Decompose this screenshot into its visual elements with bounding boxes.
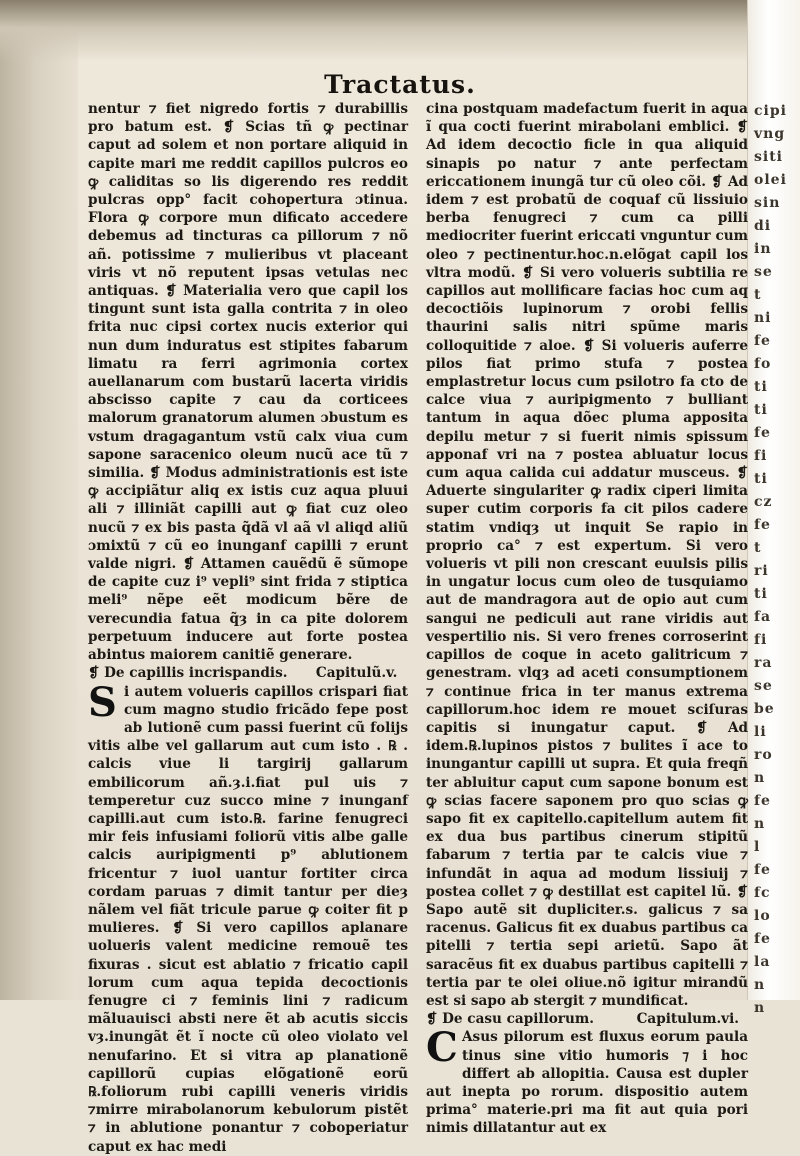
left-paragraph-2-text: i autem volueris capillos crispari fiat cum magno studio fricãdo fepe post ab lutionẽ cum passi fuerint cũ folijs vitis albe vel gallarum aut cum isto . ℞ . calcis viue li targirij gallarum embilicorum añ.ȝ.i.fiat pul uis ⁊ temperetur cuz succo mine ⁊ inunganf capilli.aut cum isto.℞. farine fenugreci mir feis infusiami foliorũ vitis albe galle calcis auripigmenti p⁹ ablutionem fricentur ⁊ iuol uantur fortiter circa cordam paruas ⁊ dimit tantur per dieȝ nãlem vel fiãt tricule parue ꝙ coiter fit p mulieres. ❡ Si vero capillos aplanare uolueris valent medicine remouẽ tes fixuras . sicut est ablatio ⁊ fricatio capil lorum cum aqua tepida decoctionis fenugre ci ⁊ feminis lini ⁊ radicum mãluauisci absti nere ẽt ab acutis siccis vȝ.inungãt ẽt ĩ nocte cũ oleo violato vel nenufarino. Et si vitra ap planationẽ capillorũ cupias elõgationẽ eorũ ℞.foliorum rubi capilli veneris viridis ⁊mirre mirabolanorum kebulorum pistẽt ⁊ in ablutione ponantur ⁊ coboperiatur caput ex hac medi xyxy=(88,683,408,1155)
chapter-title: ❡ De capillis incrispandis. xyxy=(88,665,288,682)
running-title: Tractatus. xyxy=(324,70,476,99)
right-paragraph-1: cina postquam madefactum fuerit in aqua ĩ qua cocti fuerint mirabolani emblici. ❡ Ad idem decoctio ficle in qua aliquid sinapis po natur ⁊ ante perfectam ericcationem inungã tur cũ oleo cõi. ❡ Ad idem ⁊ est probatũ de coquaf cũ lissiuio berba fenugreci ⁊ cum ca pilli mediocriter fuerint ericcati vnguntur cum oleo ⁊ pectinentur.hoc.n.elõgat capil los vltra modũ. ❡ Si vero volueris subtilia re capillos aut mollificare facias hoc cum aq decoctiõis lupinorum ⁊ orobi fellis thaurini salis nitri spũme maris colloquitide ⁊ aloe. ❡ Si volueris auferre pilos fiat primo stufa ⁊ postea emplastretur locus cum psilotro fa cto de calce viua ⁊ auripigmento ⁊ bulliant tantum in aqua dõec pluma apposita depilu metur ⁊ si fuerit nimis spissum apponaf vri na ⁊ postea abluatur locus cum aqua calida cui addatur musceus. ❡ Aduerte singulariter ꝙ radix ciperi limita super cutim corporis fa cit pilos cadere statim vndiqȝ ut inquit Se rapio in proprio ca° ⁊ est expertum. Si vero volueris vt pili non crescant euulsis pilis in ungatur locus cum oleo de tusquiamo aut de mandragora aut de opio aut cum sangui ne pediculi aut rane viridis aut vespertilio nis. Si vero frenes corroserint capillos de coque in aceto galitricum ⁊ genestram. vlqȝ ad aceti consumptionem ⁊ continue frica in ter manus extrema capillorum.hoc idem re mouet sciſuras capitis si inungatur caput. ❡ Ad idem.℞.lupinos pistos ⁊ bulites ĩ ace to inungantur capilli ut supra. Et quia freqñ ter abluitur caput cum sapone bonum est ꝙ scias facere saponem pro quo scias ꝙ sapo fit ex capitello.capitellum autem fit ex dua bus partibus cinerum stipitũ fabarum ⁊ tertia par te calcis viue ⁊ infundãt in aqua ad modum lissiuij ⁊ postea collet ⁊ ꝙ destillat est capitel lũ. ❡ Sapo autẽ sit dupliciter.s. galicus ⁊ sa racenus. Galicus fit ex duabus partibus ca pitelli ⁊ tertia sepi arietũ. Sapo ãt saracẽus fit ex duabus partibus capitelli ⁊ tertia par te olei oliue.nõ igitur mirandũ est si sapo ab stergit ⁊ mundificat. xyxy=(426,101,748,1009)
left-column xyxy=(88,100,408,1155)
chapter-number: Capitulum.vi. xyxy=(636,1011,739,1028)
adjacent-page-edge xyxy=(747,0,800,1016)
binding-shadow-top xyxy=(0,0,800,62)
binding-shadow-left xyxy=(0,0,78,1000)
chapter-heading-vi xyxy=(426,1010,748,1028)
drop-cap-initial: C xyxy=(426,1024,458,1072)
left-paragraph-1: nentur ⁊ fiet nigredo fortis ⁊ durabillis pro batum est. ❡ Scias tñ ꝙ pectinar caput ad solem et non portare aliquid in capite mari me reddit capillos pulcros eo ꝙ caliditas so lis digerendo res reddit pulcras opp° facit cohopertura ɔtinua. Flora ꝙ corpore mun dificato accedere debemus ad tincturas ca pillorum ⁊ nõ añ. potissime ⁊ mulieribus vt placeant viris vt nõ reputent ipsas vetulas nec antiquas. ❡ Materialia vero que capil los tingunt sunt ista galla contrita ⁊ in oleo frita nuc cipsi cortex nucis exterior qui nun dum induratus est stipites fabarum limatu ra ferri agrimonia cortex auellanarum com bustarũ lacerta viridis abscisso capite ⁊ cau da corticees malorum granatorum alumen ɔbustum es vstum dragagantum vstũ calx viua cum sapone saracenico oleum nucũ ace tũ ⁊ similia. ❡ Modus administrationis est iste ꝙ accipiãtur aliq ex istis cuz aqua pluui ali ⁊ illiniãt capilli aut ꝙ fiat cuz oleo nucũ ⁊ ex bis pasta q̃dã vl aã vl aliqd aliũ ɔmixtũ ⁊ cũ eo inunganf capilli ⁊ erunt valde nigri. ❡ Attamen cauẽdũ ẽ sũmope de capite cuz i⁹ vepli⁹ sint frida ⁊ stiptica meli⁹ nẽpe eẽt modicum bẽre de verecundia fatua q̃ȝ in ca pite dolorem perpetuum inducere aut forte postea abintus maiorem canitiẽ generare. xyxy=(88,101,408,664)
drop-cap-initial: S xyxy=(88,678,117,726)
adjacent-page-text: cipi vng siti olei sin di in se t ni fe fo ti ti fe fi ti cz fe t ri ti fa fi ra se be li ro n fe n l fe fc lo fe la n n xyxy=(754,103,787,1016)
chapter-title: ❡ De casu capillorum. xyxy=(426,1011,594,1028)
right-column xyxy=(426,100,748,1137)
right-paragraph-2-text: Asus pilorum est fluxus eorum paula tinus sine vitio humoris ⁊ i hoc differt ab allopitia. Causa est dupler aut inepta po rorum. dispositio autem prima° materie.pri ma fit aut quia pori nimis dillatantur aut ex xyxy=(426,1029,748,1137)
left-paragraph-2 xyxy=(88,678,408,1156)
right-paragraph-2 xyxy=(426,1024,748,1137)
chapter-heading-v xyxy=(88,664,408,682)
chapter-number: Capitulũ.v. xyxy=(315,665,398,682)
